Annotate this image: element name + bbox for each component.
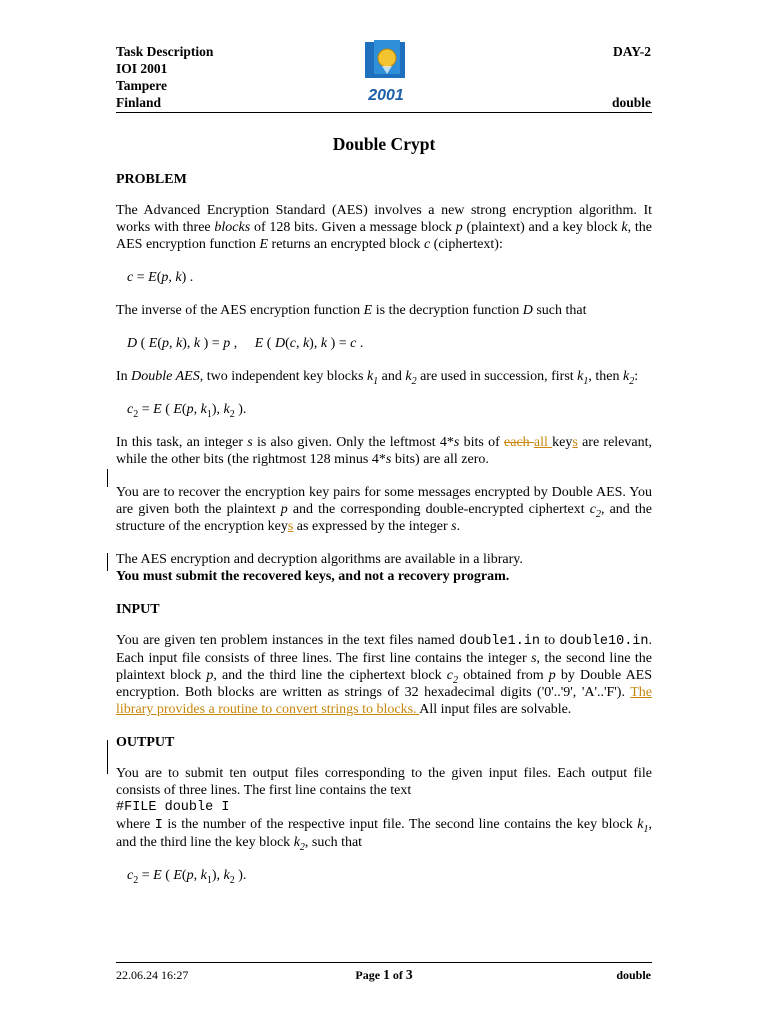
tracked-deletion: each: [504, 435, 534, 450]
paragraph-library: The AES encryption and decryption algorithms are available in a library. You must submit the recovered keys, and not a recovery program.: [116, 552, 523, 584]
tracked-insertion: s: [287, 519, 294, 534]
header-rule: [116, 112, 652, 113]
footer-rule: [116, 962, 652, 963]
document-body: [116, 133, 652, 900]
ioi-2001-logo: [362, 40, 412, 106]
formula-encryption: c = E(p, k) .: [127, 270, 194, 285]
header-line-country: Finland: [116, 95, 162, 110]
header-task-name: double: [611, 95, 651, 110]
footer-page-number: Page 1 of 3: [355, 967, 413, 982]
tracked-insertion: The library provides a routine to convert strings to blocks.: [116, 685, 652, 717]
change-bar: [107, 740, 108, 774]
formula-output: $c_2 = E$ ( E(p, $k_1$), $k_2$ ).: [127, 868, 247, 886]
section-heading-problem: PROBLEM: [116, 172, 187, 187]
formula-double-encryption: $c_2 = E$ ( E(p, $k_1$), $k_2$ ).: [127, 402, 247, 420]
paragraph-input: You are given ten problem instances in the text files named double1.in to double10.in. Each input file consists of three lines. The first line contains the integer s, the second line the plaintext block p, and the third line the ciphertext block $c_2$ obtained from p by Double AES encryption. Both blocks are written as strings of 32 hexadecimal digits ('0'..'9', 'A'..'F'). The library provides a routine to convert strings to blocks. All input files are solvable.: [116, 633, 653, 717]
paragraph-output: You are to submit ten output files corresponding to the given input files. Each output file consists of three lines. The first line contains the text: [116, 766, 652, 798]
section-heading-output: OUTPUT: [116, 735, 175, 750]
header-line-city: Tampere: [116, 78, 168, 93]
tracked-insertion: s: [572, 435, 578, 450]
change-bar: [107, 469, 108, 487]
paragraph-integer-s: In this task, an integer s is also given. Only the leftmost 4*s bits of each all keys are relevant, while the other bits (the rightmost 128 minus 4*s bits) are all zero.: [116, 435, 652, 467]
paragraph-inverse: The inverse of the AES encryption function E is the decryption function D such that: [116, 303, 587, 318]
paragraph-aes-intro: The Advanced Encryption Standard (AES) involves a new strong encryption algorithm. It works with three blocks of 128 bits. Given a message block p (plaintext) and a key block k, the AES encryption function E returns an encrypted block c (ciphertext):: [116, 203, 652, 252]
header-day: DAY-2: [612, 44, 651, 59]
paragraph-recover-keys: You are to recover the encryption key pairs for some messages encrypted by Double AES. You are given both the plaintext p and the corresponding double-encrypted ciphertext $c_2$, and the structure of the encryption keys as expressed by the integer s.: [116, 485, 652, 534]
page-title: Double Crypt: [332, 134, 436, 154]
logo-year-text: 2001: [368, 87, 404, 104]
section-heading-input: INPUT: [116, 602, 160, 617]
output-code-line: #FILE double I: [116, 800, 230, 815]
footer-task-name: double: [616, 968, 651, 982]
header-line-task-description: Task Description: [116, 44, 214, 59]
change-bar: [107, 553, 108, 571]
tracked-insertion: all: [533, 435, 553, 450]
formula-inverse: D ( E(p, k), k ) = p , E ( D(c, k), k ) = c .: [127, 336, 364, 351]
header-left-block: [116, 43, 213, 111]
paragraph-double-aes: In Double AES, two independent key blocks $k_1$ and $k_2$ are used in succession, first $k_1$, then $k_2$:: [116, 369, 639, 387]
paragraph-output-keys: where I is the number of the respective input file. The second line contains the key block $k_1$, and the third line the key block $k_2$, such that: [116, 817, 652, 853]
footer-date: 22.06.24 16:27: [116, 968, 189, 982]
submission-note: You must submit the recovered keys, and not a recovery program.: [116, 569, 510, 584]
header-line-contest: IOI 2001: [116, 61, 168, 76]
